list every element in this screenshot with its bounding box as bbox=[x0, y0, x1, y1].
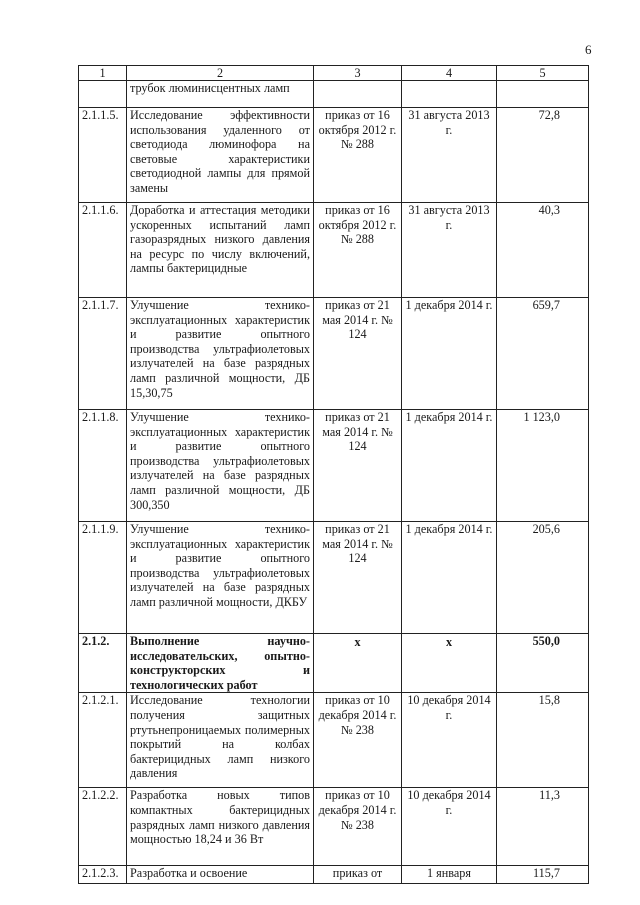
amount-cell: 659,7 bbox=[497, 298, 589, 410]
table-row bbox=[79, 634, 589, 693]
table-row bbox=[79, 788, 589, 866]
deadline-cell: 1 декабря 2014 г. bbox=[402, 298, 497, 410]
order-cell: приказ от 21 мая 2014 г. № 124 bbox=[314, 410, 402, 522]
header-cell: 3 bbox=[314, 66, 402, 81]
order-cell: приказ от 10 декабря 2014 г. № 238 bbox=[314, 788, 402, 866]
amount-cell: 115,7 bbox=[497, 866, 589, 884]
description-cell: Разработка и освоение bbox=[127, 866, 314, 884]
deadline-cell: 31 августа 2013 г. bbox=[402, 108, 497, 203]
description-cell: Улучшение технико-эксплуатационных характеристик и развитие опытного производства ультрафиолетовых излучателей на базе разрядных ламп различной мощности, ДБ 300,350 bbox=[127, 410, 314, 522]
table-row bbox=[79, 522, 589, 634]
deadline-cell: 1 декабря 2014 г. bbox=[402, 522, 497, 634]
order-cell: приказ от 21 мая 2014 г. № 124 bbox=[314, 298, 402, 410]
amount-cell: 550,0 bbox=[497, 634, 589, 693]
amount-cell: 40,3 bbox=[497, 203, 589, 298]
header-cell: 5 bbox=[497, 66, 589, 81]
amount-cell: 1 123,0 bbox=[497, 410, 589, 522]
header-cell: 4 bbox=[402, 66, 497, 81]
table-row bbox=[79, 108, 589, 203]
deadline-cell: 1 декабря 2014 г. bbox=[402, 410, 497, 522]
amount-cell: 15,8 bbox=[497, 693, 589, 788]
item-number-cell: 2.1.1.9. bbox=[79, 522, 127, 634]
item-number-cell: 2.1.1.8. bbox=[79, 410, 127, 522]
order-cell: приказ от bbox=[314, 866, 402, 884]
deadline-cell: х bbox=[402, 634, 497, 693]
description-cell: Улучшение технико-эксплуатационных характеристик и развитие опытного производства ультрафиолетовых излучателей на базе разрядных ламп различной мощности, ДБ 15,30,75 bbox=[127, 298, 314, 410]
deadline-cell bbox=[402, 81, 497, 108]
header-cell: 1 bbox=[79, 66, 127, 81]
deadline-cell: 31 августа 2013 г. bbox=[402, 203, 497, 298]
order-cell: приказ от 16 октября 2012 г. № 288 bbox=[314, 108, 402, 203]
amount-cell: 11,3 bbox=[497, 788, 589, 866]
order-cell: приказ от 10 декабря 2014 г. № 238 bbox=[314, 693, 402, 788]
header-cell: 2 bbox=[127, 66, 314, 81]
page-number: 6 bbox=[585, 42, 592, 57]
table-row bbox=[79, 693, 589, 788]
table-header-row bbox=[79, 66, 589, 81]
item-number-cell: 2.1.1.6. bbox=[79, 203, 127, 298]
order-cell: х bbox=[314, 634, 402, 693]
table-row bbox=[79, 866, 589, 884]
budget-table bbox=[78, 65, 589, 884]
deadline-cell: 1 января bbox=[402, 866, 497, 884]
amount-cell: 205,6 bbox=[497, 522, 589, 634]
description-cell: Выполнение научно-исследовательских, опытно-конструкторских и технологических работ bbox=[127, 634, 314, 693]
description-cell: Исследование технологии получения защитных ртутьнепроницаемых полимерных покрытий на колбах бактерицидных ламп низкого давления bbox=[127, 693, 314, 788]
table-row bbox=[79, 203, 589, 298]
item-number-cell: 2.1.2.1. bbox=[79, 693, 127, 788]
description-cell: Исследование эффективности использования удаленного от светодиода люминофора на световые характеристики светодиодной лампы для прямой замены bbox=[127, 108, 314, 203]
item-number-cell: 2.1.2.3. bbox=[79, 866, 127, 884]
description-cell: трубок люминисцентных ламп bbox=[127, 81, 314, 108]
order-cell: приказ от 21 мая 2014 г. № 124 bbox=[314, 522, 402, 634]
description-cell: Улучшение технико-эксплуатационных характеристик и развитие опытного производства ультрафиолетовых излучателей на базе разрядных ламп различной мощности, ДКБУ bbox=[127, 522, 314, 634]
item-number-cell: 2.1.2.2. bbox=[79, 788, 127, 866]
item-number-cell: 2.1.2. bbox=[79, 634, 127, 693]
deadline-cell: 10 декабря 2014 г. bbox=[402, 693, 497, 788]
item-number-cell: 2.1.1.5. bbox=[79, 108, 127, 203]
table-row bbox=[79, 81, 589, 108]
order-cell bbox=[314, 81, 402, 108]
amount-cell: 72,8 bbox=[497, 108, 589, 203]
deadline-cell: 10 декабря 2014 г. bbox=[402, 788, 497, 866]
description-cell: Разработка новых типов компактных бактерицидных разрядных ламп низкого давления мощностью 18,24 и 36 Вт bbox=[127, 788, 314, 866]
amount-cell bbox=[497, 81, 589, 108]
item-number-cell: 2.1.1.7. bbox=[79, 298, 127, 410]
table-row bbox=[79, 410, 589, 522]
item-number-cell bbox=[79, 81, 127, 108]
table-row bbox=[79, 298, 589, 410]
description-cell: Доработка и аттестация методики ускоренных испытаний ламп газоразрядных низкого давления на ресурс по числу включений, лампы бактерицидные bbox=[127, 203, 314, 298]
table-body bbox=[79, 66, 589, 884]
order-cell: приказ от 16 октября 2012 г. № 288 bbox=[314, 203, 402, 298]
